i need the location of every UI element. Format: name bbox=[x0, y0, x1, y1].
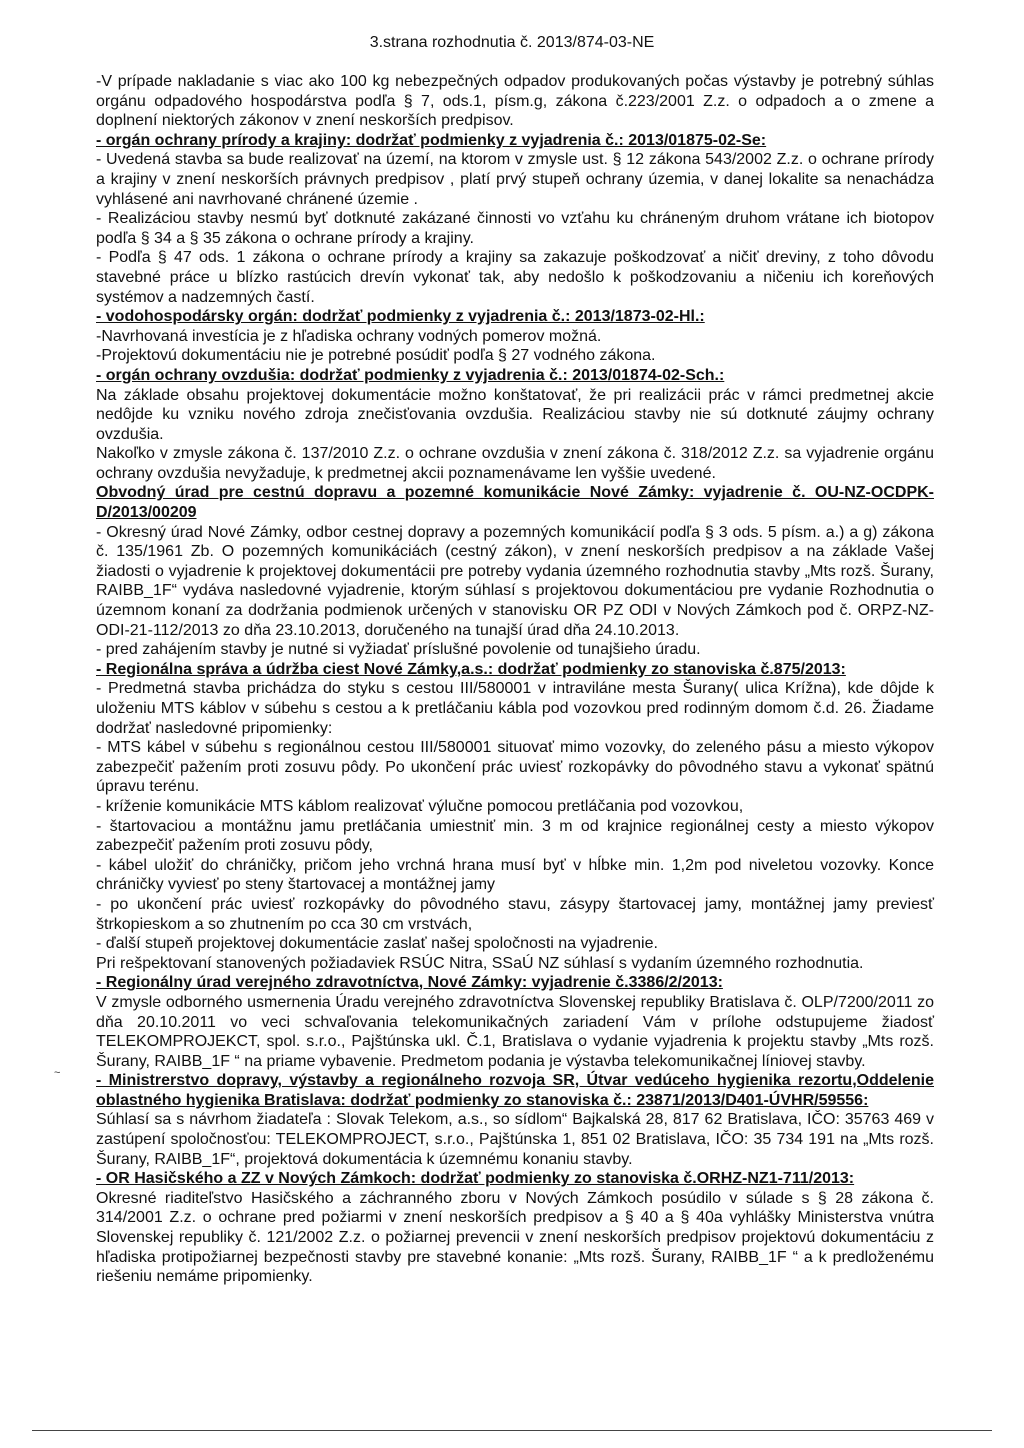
paragraph-nature-3: - Podľa § 47 ods. 1 zákona o ochrane prírody a krajiny sa zakazuje poškodzovať a ničiť dreviny, z toho dôvodu stavebné práce u blízko rastúcich drevín vykonať tak, aby nedošlo k poškodzovaniu a ničeniu ich koreňových systémov a nadzemných častí. bbox=[96, 249, 934, 306]
paragraph-ministry: Súhlasí sa s návrhom žiadateľa : Slovak Telekom, a.s., so sídlom“ Bajkalská 28, 817 62 Bratislava, IČO: 35763 469 v zastúpení spoločnosťou: TELEKOMPROJECT, s.r.o., Pajštúnska 1, 851 02 Bratislava, IČO: 35 734 191 na „Mts rozš. Šurany, RAIBB_1F“, projektová dokumentácia k územnému konaniu stavby. bbox=[96, 1111, 934, 1168]
document-body bbox=[96, 72, 934, 1287]
paragraph-roads-3: - kríženie komunikácie MTS káblom realizovať výlučne pomocou pretláčania pod vozovkou, bbox=[96, 797, 744, 815]
bottom-rule bbox=[32, 1430, 992, 1431]
paragraph-roads-1: - Predmetná stavba prichádza do styku s cestou III/580001 v intraviláne mesta Šurany( ulica Krížna), kde dôjde k uloženiu MTS káblov v súbehu s cestou a k pretláčaniu kábla pod vozovkou pred rodinným domom č.d. 26. Žiadame dodržať nasledovné pripomienky: bbox=[96, 680, 934, 737]
heading-nature-protection: - orgán ochrany prírody a krajiny: dodržať podmienky z vyjadrenia č.: 2013/01875-02-Se: bbox=[96, 131, 767, 149]
paragraph-roads-2: - MTS kábel v súbehu s regionálnou cestou III/580001 situovať mimo vozovky, do zeleného pásu a miesto výkopov zabezpečiť pažením proti zosuvu pôdy. Po ukončení prác uviesť rozkopávky do pôvodného stavu a vykonať spätnú úpravu terénu. bbox=[96, 739, 934, 796]
paragraph-air-1: Na základe obsahu projektovej dokumentácie možno konštatovať, že pri realizácii prác v rámci predmetnej akcie nedôjde ku vzniku nového zdroja znečisťovania ovzdušia. Realizáciou stavby nie sú dotknuté záujmy ochrany ovzdušia. bbox=[96, 386, 934, 443]
paragraph-roads-6: - po ukončení prác uviesť rozkopávky do pôvodného stavu, zásypy štartovacej jamy, montážnej jamy previesť štrkopieskom a so zhutnením po cca 30 cm vrstvách, bbox=[96, 895, 934, 933]
paragraph-health: V zmysle odborného usmernenia Úradu verejného zdravotníctva Slovenskej republiky Bratislava č. OLP/7200/2011 zo dňa 20.10.2011 vo veci schvaľovania telekomunikačných zariadení Vám v prílohe odstupujeme žiadosť TELEKOMPROJEKCT, spol. s.r.o., Pajštúnska ukl. Č.1, Bratislava o vydanie vyjadrenia k projektu stavby „Mts rozš. Šurany, RAIBB_1F “ na priame vybavenie. Predmetom podania je výstavba telekomunikačnej líniovej stavby. bbox=[96, 993, 934, 1070]
paragraph-water-2: -Projektovú dokumentáciu nie je potrebné posúdiť podľa § 27 vodného zákona. bbox=[96, 347, 656, 365]
scan-mark: ~ bbox=[54, 1067, 61, 1079]
heading-air-protection: - orgán ochrany ovzdušia: dodržať podmienky z vyjadrenia č.: 2013/01874-02-Sch.: bbox=[96, 366, 725, 384]
paragraph-nature-1: - Uvedená stavba sa bude realizovať na území, na ktorom v zmysle ust. § 12 zákona 543/2002 Z.z. o ochrane prírody a krajiny v znení neskorších právnych predpisov , platí prvý stupeň ochrany územia, v danej lokalite sa nenachádza vyhlásené ani navrhované chránené územie . bbox=[96, 151, 934, 208]
paragraph-roads-7: - ďalší stupeň projektovej dokumentácie zaslať našej spoločnosti na vyjadrenie. bbox=[96, 935, 658, 953]
heading-regional-roads: - Regionálna správa a údržba ciest Nové Zámky,a.s.: dodržať podmienky zo stanoviska č.875/2013: bbox=[96, 660, 846, 678]
page-header: 3.strana rozhodnutia č. 2013/874-03-NE bbox=[369, 34, 655, 51]
heading-road-office: Obvodný úrad pre cestnú dopravu a pozemné komunikácie Nové Zámky: vyjadrenie č. OU-NZ-OCDPK-D/2013/00209 bbox=[96, 484, 934, 522]
paragraph-road-2: - pred zahájením stavby je nutné si vyžiadať príslušné povolenie od tunajšieho úradu. bbox=[96, 641, 701, 659]
paragraph-water-1: -Navrhovaná investícia je z hľadiska ochrany vodných pomerov možná. bbox=[96, 327, 602, 345]
paragraph-roads-4: - štartovaciou a montážnu jamu pretláčania umiestniť min. 3 m od krajnice regionálnej cesty a miesto výkopov zabezpečiť pažením proti zosuvu pôdy, bbox=[96, 817, 934, 855]
heading-fire-rescue: - OR Hasičského a ZZ v Nových Zámkoch: dodržať podmienky zo stanoviska č.ORHZ-NZ1-711/2013: bbox=[96, 1170, 855, 1188]
paragraph-fire: Okresné riaditeľstvo Hasičského a záchranného zboru v Nových Zámkoch posúdilo v súlade s § 28 zákona č. 314/2001 Z.z. o ochrane pred požiarmi v znení neskorších predpisov a § 40 a § 40a vyhlášky Ministerstva vnútra Slovenskej republiky č. 121/2002 Z.z. o požiarnej prevencii v znení neskorších predpisov projektovú dokumentáciu z hľadiska protipožiarnej bezpečnosti stavby pre stavebné konanie: „Mts rozš. Šurany, RAIBB_1F “ a k predloženému riešeniu nemáme pripomienky. bbox=[96, 1189, 934, 1286]
paragraph-waste: -V prípade nakladanie s viac ako 100 kg nebezpečných odpadov produkovaných počas výstavby je potrebný súhlas orgánu odpadového hospodárstva podľa § 7, ods.1, písm.g, zákona č.223/2001 Z.z. o odpadoch a o zmene a doplnení niektorých zákonov v znení neskorších predpisov. bbox=[96, 73, 934, 130]
paragraph-roads-5: - kábel uložiť do chráničky, pričom jeho vrchná hrana musí byť v hĺbke min. 1,2m pod niveletou vozovky. Konce chráničky vyviesť po steny štartovacej a montážnej jamy bbox=[96, 856, 934, 894]
paragraph-nature-2: - Realizáciou stavby nesmú byť dotknuté zakázané činnosti vo vzťahu ku chráneným druhom vrátane ich biotopov podľa § 34 a § 35 zákona o ochrane prírody a krajiny. bbox=[96, 210, 934, 247]
heading-water-authority: - vodohospodársky orgán: dodržať podmienky z vyjadrenia č.: 2013/1873-02-Hl.: bbox=[96, 308, 705, 326]
paragraph-road-1: - Okresný úrad Nové Zámky, odbor cestnej dopravy a pozemných komunikácií podľa § 3 ods. 5 písm. a.) a g) zákona č. 135/1961 Zb. O pozemných komunikáciách (cestný zákon), v znení neskorších predpisov a na základe Vašej žiadosti o vyjadrenie k projektovej dokumentácii pre potreby vydania územného rozhodnutia stavby „Mts rozš. Šurany, RAIBB_1F“ vydáva nasledovné vyjadrenie, ktorým súhlasí s projektovou dokumentáciou pre vydanie Rozhodnutia o územnom konaní za dodržania podmienok určených v stanovisku OR PZ ODI v Nových Zámkoch pod č. ORPZ-NZ-ODI-21-112/2013 zo dňa 23.10.2013, doručeného na tunajší úrad dňa 24.10.2013. bbox=[96, 523, 934, 639]
paragraph-roads-8: Pri rešpektovaní stanovených požiadaviek RSÚC Nitra, SSaÚ NZ súhlasí s vydaním územného rozhodnutia. bbox=[96, 954, 864, 972]
heading-public-health: - Regionálny úrad verejného zdravotníctva, Nové Zámky: vyjadrenie č.3386/2/2013: bbox=[96, 974, 723, 992]
heading-ministry-transport: - Ministrerstvo dopravy, výstavby a regionálneho rozvoja SR, Útvar vedúceho hygienika rezortu,Oddelenie oblastného hygienika Bratislava: dodržať podmienky zo stanoviska č.: 23871/2013/D401-ÚVHR/59556: bbox=[96, 1072, 934, 1109]
paragraph-air-2: Nakoľko v zmysle zákona č. 137/2010 Z.z. o ochrane ovzdušia v znení zákona č. 318/2012 Z.z. sa vyjadrenie orgánu ochrany ovzdušia nevyžaduje, k predmetnej akcii poznamenávame len vyššie uvedené. bbox=[96, 445, 934, 482]
